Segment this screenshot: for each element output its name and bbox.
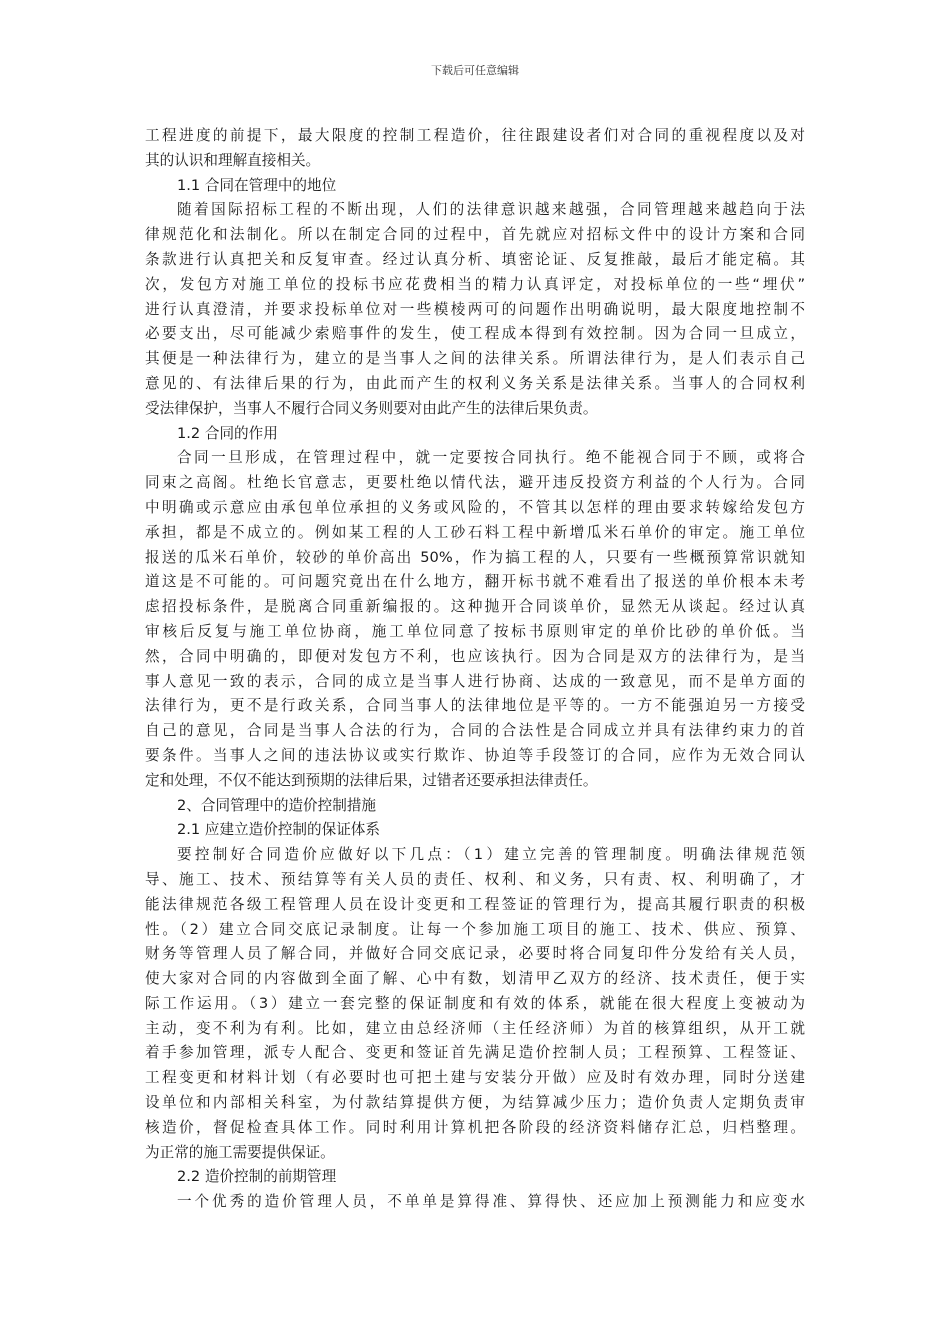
- text-line: 其的认识和理解直接相关。: [145, 151, 321, 169]
- text-line: 进行认真澄清，并要求投标单位对一些模棱两可的问题作出明确说明，最大限度地控制不: [145, 300, 805, 318]
- text-line: 意见的、有法律后果的行为，由此而产生的权利义务关系是法律关系。当事人的合同权利: [145, 374, 805, 392]
- text-line: 定和处理，不仅不能达到预期的法律后果，过错者还要承担法律责任。: [145, 771, 598, 789]
- text-line: 要条件。当事人之间的违法协议或实行欺诈、协迫等手段签订的合同，应作为无效合同认: [145, 746, 805, 764]
- text-line: 能法律规范各级工程管理人员在设计变更和工程签证的管理行为，提高其履行职责的积极: [145, 895, 805, 913]
- text-line: 同束之高阁。杜绝长官意志，更要杜绝以情代法，避开违反投资方利益的个人行为。合同: [145, 474, 805, 492]
- text-line: 着手参加管理，派专人配合、变更和签证首先满足造价控制人员；工程预算、工程签证、: [145, 1044, 805, 1062]
- text-line: 受法律保护，当事人不履行合同义务则要对由此产生的法律后果负责。: [145, 399, 598, 417]
- text-line: 2.2 造价控制的前期管理: [177, 1168, 337, 1186]
- text-line: 一个优秀的造价管理人员，不单单是算得准、算得快、还应加上预测能力和应变水: [177, 1193, 805, 1211]
- text-line: 中明确或示意应由承包单位承担的义务或风险的，不管其以怎样的理由要求转嫁给发包方: [145, 498, 805, 516]
- text-line: 使大家对合同的内容做到全面了解、心中有数，划清甲乙双方的经济、技术责任，便于实: [145, 970, 805, 988]
- text-line: 事人意见一致的表示，合同的成立是当事人进行协商、达成的一致意见，而不是单方面的: [145, 672, 805, 690]
- text-line: 报送的瓜米石单价，较砂的单价高出 50%，作为搞工程的人，只要有一些概预算常识就知: [145, 548, 805, 566]
- text-line: 际工作运用。（3）建立一套完整的保证制度和有效的体系，就能在很大程度上变被动为: [145, 994, 805, 1012]
- text-line: 合同一旦形成，在管理过程中，就一定要按合同执行。绝不能视合同于不顾，或将合: [177, 449, 805, 467]
- text-line: 核造价，督促检查具体工作。同时利用计算机把各阶段的经济资料储存汇总，归档整理。: [145, 1118, 805, 1136]
- text-line: 然，合同中明确的，即便对发包方不利，也应该执行。因为合同是双方的法律行为，是当: [145, 647, 805, 665]
- text-line: 次，发包方对施工单位的投标书应花费相当的精力认真评定，对投标单位的一些“埋伏”: [145, 275, 805, 293]
- text-line: 设单位和内部相关科室，为付款结算提供方便，为结算减少压力；造价负责人定期负责审: [145, 1094, 805, 1112]
- text-line: 为正常的施工需要提供保证。: [145, 1143, 335, 1161]
- text-line: 主动，变不利为有利。比如，建立由总经济师（主任经济师）为首的核算组织，从开工就: [145, 1019, 805, 1037]
- text-line: 工程进度的前提下，最大限度的控制工程造价，往往跟建设者们对合同的重视程度以及对: [145, 127, 805, 144]
- text-line: 性。（2）建立合同交底记录制度。让每一个参加施工项目的施工、技术、供应、预算、: [145, 920, 805, 938]
- text-line: 其便是一种法律行为，建立的是当事人之间的法律关系。所谓法律行为，是人们表示自己: [145, 350, 805, 368]
- text-line: 承担，都是不成立的。例如某工程的人工砂石料工程中新增瓜米石单价的审定。施工单位: [145, 523, 805, 541]
- text-line: 财务等管理人员了解合同，并做好合同交底记录，必要时将合同复印件分发给有关人员，: [145, 945, 805, 963]
- text-line: 必要支出，尽可能减少索赔事件的发生，使工程成本得到有效控制。因为合同一旦成立，: [145, 325, 805, 343]
- text-line: 自己的意见，合同是当事人合法的行为，合同的合法性是合同成立并具有法律约束力的首: [145, 722, 805, 740]
- text-line: 条款进行认真把关和反复审查。经过认真分析、填密论证、反复推敲，最后才能定稿。其: [145, 250, 805, 268]
- text-line: 法律行为，更不是行政关系，合同当事人的法律地位是平等的。一方不能强迫另一方接受: [145, 697, 805, 715]
- text-line: 2.1 应建立造价控制的保证体系: [177, 821, 380, 839]
- text-line: 1.2 合同的作用: [177, 424, 278, 442]
- text-line: 工程变更和材料计划（有必要时也可把土建与安装分开做）应及时有效办理，同时分送建: [145, 1069, 805, 1087]
- page-header: 下载后可任意编辑: [431, 64, 519, 77]
- text-line: 随着国际招标工程的不断出现，人们的法律意识越来越强，合同管理越来越趋向于法: [177, 201, 805, 219]
- text-line: 要控制好合同造价应做好以下几点：（1）建立完善的管理制度。明确法律规范领: [177, 846, 805, 864]
- text-line: 2、合同管理中的造价控制措施: [177, 796, 377, 814]
- text-line: 1.1 合同在管理中的地位: [177, 176, 337, 194]
- text-line: 审核后反复与施工单位协商，施工单位同意了按标书原则审定的单价比砂的单价低。当: [145, 622, 805, 640]
- text-line: 虑招投标条件，是脱离合同重新编报的。这种抛开合同谈单价，显然无从谈起。经过认真: [145, 598, 805, 616]
- document-body: [145, 124, 805, 1215]
- text-line: 导、施工、技术、预结算等有关人员的责任、权利、和义务，只有责、权、利明确了，才: [145, 870, 805, 888]
- text-line: 律规范化和法制化。所以在制定合同的过程中，首先就应对招标文件中的设计方案和合同: [145, 226, 805, 244]
- text-line: 道这是不可能的。可问题究竟出在什么地方，翻开标书就不难看出了报送的单价根本未考: [145, 573, 805, 591]
